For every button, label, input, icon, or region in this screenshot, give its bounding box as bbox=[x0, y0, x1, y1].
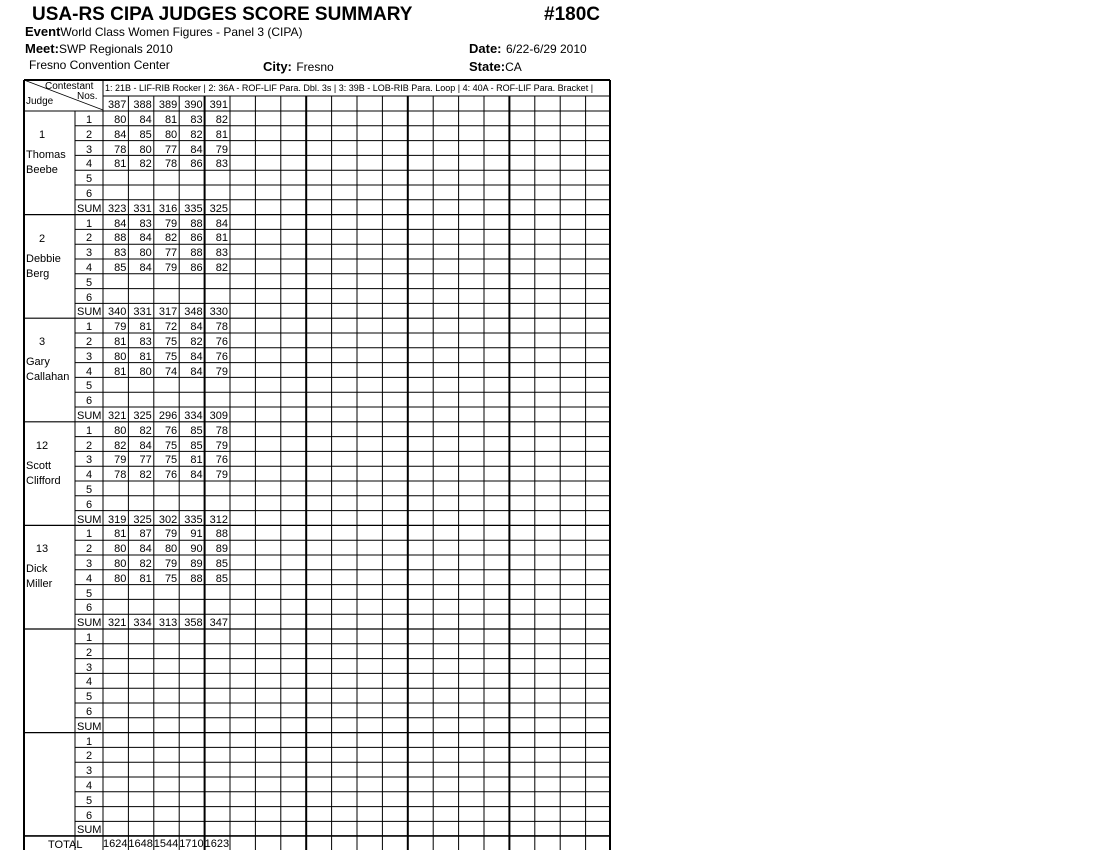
sum-label: SUM bbox=[77, 617, 102, 630]
sum-cell: 321 bbox=[108, 617, 127, 630]
judge-number: 2 bbox=[38, 232, 46, 245]
score-cell: 79 bbox=[215, 439, 228, 452]
contestant-number: 388 bbox=[133, 99, 152, 111]
date-label: Date: bbox=[469, 41, 502, 56]
contestant-number: 391 bbox=[209, 99, 228, 111]
figure-row-label: 2 bbox=[86, 336, 93, 348]
sum-cell: 321 bbox=[108, 410, 127, 422]
total-cell: 1623 bbox=[204, 838, 230, 850]
sum-cell: 323 bbox=[108, 202, 127, 215]
figure-row-label: 4 bbox=[86, 365, 93, 378]
score-cell: 82 bbox=[139, 424, 152, 437]
score-cell: 83 bbox=[114, 247, 127, 260]
score-cell: 84 bbox=[139, 439, 152, 452]
score-cell: 81 bbox=[139, 350, 152, 363]
sum-cell: 313 bbox=[158, 617, 178, 630]
judge-number: 13 bbox=[35, 543, 49, 556]
figure-row-label: 3 bbox=[86, 558, 93, 570]
figure-row-label: 2 bbox=[86, 128, 93, 141]
sum-cell: 335 bbox=[184, 202, 203, 215]
figure-row-label: 3 bbox=[86, 247, 93, 260]
score-cell: 83 bbox=[139, 336, 152, 348]
score-cell: 88 bbox=[190, 217, 203, 230]
score-cell: 80 bbox=[139, 365, 152, 378]
sum-cell: 312 bbox=[209, 513, 228, 526]
total-cell: 1624 bbox=[103, 838, 128, 850]
figure-row-label: 2 bbox=[86, 646, 93, 659]
score-cell: 78 bbox=[215, 424, 228, 437]
judge-name: Debbie bbox=[26, 252, 61, 265]
meet-value: SWP Regionals 2010 bbox=[58, 42, 173, 56]
sum-cell: 325 bbox=[133, 410, 152, 422]
judge-name: Scott bbox=[26, 459, 52, 472]
total-cell: 1544 bbox=[153, 838, 179, 850]
score-cell: 76 bbox=[164, 469, 178, 482]
score-cell: 82 bbox=[164, 232, 178, 245]
score-cell: 82 bbox=[139, 558, 152, 570]
judge-name: Callahan bbox=[26, 371, 70, 384]
figure-row-label: 2 bbox=[86, 232, 93, 245]
score-cell: 84 bbox=[139, 543, 152, 556]
score-cell: 89 bbox=[190, 558, 203, 570]
score-cell: 84 bbox=[114, 128, 127, 141]
score-cell: 82 bbox=[215, 262, 228, 274]
judge-name: Thomas bbox=[26, 149, 66, 161]
figure-row-label: 1 bbox=[86, 528, 93, 541]
score-cell: 81 bbox=[114, 365, 127, 378]
score-cell: 79 bbox=[215, 143, 228, 156]
sum-cell: 331 bbox=[133, 202, 152, 215]
judge-name: Clifford bbox=[26, 474, 61, 487]
score-cell: 85 bbox=[190, 424, 203, 437]
score-cell: 89 bbox=[215, 543, 228, 556]
score-cell: 81 bbox=[215, 232, 228, 245]
judge-number: 12 bbox=[35, 439, 49, 452]
score-cell: 81 bbox=[215, 128, 228, 141]
figure-row-label: 1 bbox=[86, 424, 93, 437]
figure-row-label: 1 bbox=[86, 321, 93, 334]
sum-cell: 325 bbox=[133, 513, 152, 526]
score-cell: 83 bbox=[139, 217, 152, 230]
figure-row-label: 6 bbox=[86, 395, 93, 408]
score-cell: 76 bbox=[164, 424, 178, 437]
score-cell: 83 bbox=[215, 158, 228, 171]
figure-row-label: 5 bbox=[86, 484, 93, 496]
score-cell: 91 bbox=[190, 528, 203, 541]
score-cell: 86 bbox=[190, 158, 203, 171]
judge-name: Dick bbox=[26, 563, 48, 576]
figure-row-label: 5 bbox=[86, 587, 93, 600]
score-cell: 88 bbox=[215, 528, 228, 541]
sum-label: SUM bbox=[77, 824, 102, 837]
form-number: #180C bbox=[544, 4, 600, 25]
figure-row-label: 6 bbox=[86, 498, 93, 511]
score-cell: 80 bbox=[114, 558, 127, 570]
venue-value: Fresno Convention Center bbox=[29, 58, 170, 72]
figure-row-label: 5 bbox=[86, 794, 93, 807]
score-cell: 84 bbox=[190, 365, 203, 378]
score-cell: 76 bbox=[215, 336, 228, 348]
sum-cell: 302 bbox=[158, 513, 178, 526]
judge-name: Miller bbox=[26, 578, 53, 591]
contestant-label: Contestant bbox=[45, 81, 94, 92]
score-cell: 78 bbox=[114, 469, 127, 482]
total-cell: 1648 bbox=[128, 838, 153, 850]
score-cell: 81 bbox=[139, 572, 152, 585]
figures-legend: 1: 21B - LIF-RIB Rocker | 2: 36A - ROF-LIF Para. Dbl. 3s | 3: 39B - LOB-RIB Para. Loop | 4: 40A - ROF-LIF Para. Bracket | bbox=[105, 83, 594, 93]
score-cell: 85 bbox=[139, 128, 152, 141]
sum-cell: 330 bbox=[209, 306, 228, 319]
score-cell: 74 bbox=[164, 365, 178, 378]
score-cell: 78 bbox=[215, 321, 228, 334]
score-cell: 84 bbox=[139, 114, 152, 126]
event-label: Event bbox=[25, 24, 61, 39]
figure-row-label: 4 bbox=[86, 469, 93, 482]
figure-row-label: 3 bbox=[86, 350, 93, 363]
score-cell: 80 bbox=[139, 247, 152, 260]
sum-label: SUM bbox=[77, 720, 102, 733]
figure-row-label: 3 bbox=[86, 143, 93, 156]
judge-name: Berg bbox=[26, 267, 50, 280]
score-cell: 79 bbox=[215, 365, 228, 378]
figure-row-label: 2 bbox=[86, 750, 93, 763]
score-cell: 80 bbox=[114, 424, 127, 437]
figure-row-label: 3 bbox=[86, 661, 93, 674]
sum-cell: 316 bbox=[158, 202, 178, 215]
state-label: State: bbox=[469, 59, 506, 74]
score-cell: 82 bbox=[190, 336, 203, 348]
figure-row-label: 4 bbox=[86, 676, 93, 689]
score-cell: 75 bbox=[164, 572, 178, 585]
contestant-number: 389 bbox=[158, 99, 178, 111]
sum-cell: 317 bbox=[158, 306, 178, 319]
judge-name: Gary bbox=[26, 356, 50, 369]
total-label: TOTAL bbox=[48, 839, 83, 851]
score-cell: 88 bbox=[190, 572, 203, 585]
score-cell: 80 bbox=[114, 543, 127, 556]
score-cell: 86 bbox=[190, 232, 203, 245]
figure-row-label: 5 bbox=[86, 691, 93, 704]
sum-cell: 358 bbox=[184, 617, 203, 630]
score-cell: 78 bbox=[114, 143, 127, 156]
figure-row-label: 4 bbox=[86, 158, 93, 171]
score-cell: 85 bbox=[190, 439, 203, 452]
score-cell: 81 bbox=[114, 336, 127, 348]
sum-cell: 325 bbox=[209, 202, 228, 215]
score-cell: 79 bbox=[215, 469, 228, 482]
score-cell: 79 bbox=[114, 454, 127, 467]
score-cell: 76 bbox=[215, 454, 228, 467]
figure-row-label: 5 bbox=[86, 173, 93, 186]
state-value: CA bbox=[505, 60, 522, 74]
contestant-number: 390 bbox=[184, 99, 203, 111]
nos-label: Nos. bbox=[77, 91, 98, 102]
score-cell: 77 bbox=[164, 143, 178, 156]
score-cell: 80 bbox=[114, 350, 127, 363]
score-cell: 80 bbox=[114, 114, 127, 126]
judge-number: 3 bbox=[38, 336, 46, 349]
score-cell: 84 bbox=[190, 143, 203, 156]
sum-cell: 340 bbox=[108, 306, 127, 319]
sum-label: SUM bbox=[77, 513, 102, 526]
score-cell: 87 bbox=[139, 528, 152, 541]
sum-cell: 348 bbox=[184, 306, 203, 319]
meet-label: Meet: bbox=[25, 41, 59, 56]
score-cell: 81 bbox=[114, 528, 127, 541]
score-cell: 83 bbox=[215, 247, 228, 260]
score-cell: 75 bbox=[164, 439, 178, 452]
score-cell: 78 bbox=[164, 158, 178, 171]
score-cell: 82 bbox=[114, 439, 127, 452]
figure-row-label: 6 bbox=[86, 809, 93, 822]
figure-row-label: 1 bbox=[86, 735, 93, 748]
figure-row-label: 1 bbox=[86, 217, 93, 230]
figure-row-label: 2 bbox=[86, 439, 93, 452]
score-cell: 84 bbox=[190, 469, 203, 482]
figure-row-label: 4 bbox=[86, 262, 93, 274]
figure-row-label: 3 bbox=[86, 765, 93, 778]
figure-row-label: 1 bbox=[86, 114, 93, 126]
score-cell: 84 bbox=[139, 262, 152, 274]
score-cell: 84 bbox=[114, 217, 127, 230]
score-cell: 75 bbox=[164, 350, 178, 363]
score-cell: 80 bbox=[164, 543, 178, 556]
judge-name: Beebe bbox=[26, 164, 58, 176]
city-label: City: bbox=[263, 59, 292, 74]
sum-label: SUM bbox=[77, 306, 102, 319]
score-cell: 84 bbox=[190, 350, 203, 363]
score-cell: 79 bbox=[164, 217, 178, 230]
score-cell: 90 bbox=[190, 543, 203, 556]
score-cell: 81 bbox=[164, 114, 178, 126]
figure-row-label: 6 bbox=[86, 602, 93, 615]
judge-column-label: Judge bbox=[26, 96, 54, 107]
score-cell: 81 bbox=[139, 321, 152, 334]
sum-cell: 347 bbox=[209, 617, 228, 630]
score-cell: 81 bbox=[114, 158, 127, 171]
figure-row-label: 6 bbox=[86, 706, 93, 718]
score-cell: 79 bbox=[114, 321, 127, 334]
score-cell: 85 bbox=[215, 558, 228, 570]
score-cell: 88 bbox=[114, 232, 127, 245]
score-cell: 84 bbox=[215, 217, 228, 230]
total-cell: 1710 bbox=[179, 838, 204, 850]
sum-cell: 309 bbox=[209, 410, 228, 422]
figure-row-label: 3 bbox=[86, 454, 93, 467]
score-cell: 88 bbox=[190, 247, 203, 260]
score-cell: 82 bbox=[215, 114, 228, 126]
score-cell: 77 bbox=[139, 454, 152, 467]
score-cell: 75 bbox=[164, 454, 178, 467]
score-cell: 72 bbox=[164, 321, 178, 334]
sum-label: SUM bbox=[77, 410, 102, 422]
figure-row-label: 4 bbox=[86, 780, 93, 792]
figure-row-label: 6 bbox=[86, 188, 93, 200]
score-cell: 85 bbox=[215, 572, 228, 585]
score-cell: 81 bbox=[190, 454, 203, 467]
sum-cell: 331 bbox=[133, 306, 152, 319]
figure-row-label: 2 bbox=[86, 543, 93, 556]
figure-row-label: 6 bbox=[86, 291, 93, 304]
figure-row-label: 4 bbox=[86, 572, 93, 585]
page-title: USA-RS CIPA JUDGES SCORE SUMMARY bbox=[32, 4, 413, 25]
city-value: Fresno bbox=[296, 60, 334, 74]
score-cell: 82 bbox=[190, 128, 203, 141]
score-cell: 85 bbox=[114, 262, 127, 274]
score-cell: 76 bbox=[215, 350, 228, 363]
score-cell: 75 bbox=[164, 336, 178, 348]
figure-row-label: 5 bbox=[86, 276, 93, 289]
judge-number: 1 bbox=[38, 129, 46, 141]
score-cell: 77 bbox=[164, 247, 178, 260]
event-value: World Class Women Figures - Panel 3 (CIPA) bbox=[60, 25, 303, 39]
sum-label: SUM bbox=[77, 202, 102, 215]
score-cell: 80 bbox=[139, 143, 152, 156]
contestant-number: 387 bbox=[108, 99, 127, 111]
score-cell: 79 bbox=[164, 558, 178, 570]
score-cell: 80 bbox=[164, 128, 178, 141]
figure-row-label: 5 bbox=[86, 380, 93, 393]
score-cell: 79 bbox=[164, 528, 178, 541]
score-cell: 82 bbox=[139, 158, 152, 171]
score-cell: 86 bbox=[190, 262, 203, 274]
sum-cell: 334 bbox=[133, 617, 152, 630]
score-cell: 82 bbox=[139, 469, 152, 482]
score-cell: 80 bbox=[114, 572, 127, 585]
score-cell: 84 bbox=[139, 232, 152, 245]
sum-cell: 296 bbox=[158, 410, 178, 422]
score-cell: 84 bbox=[190, 321, 203, 334]
sum-cell: 319 bbox=[108, 513, 127, 526]
score-cell: 83 bbox=[190, 114, 203, 126]
sum-cell: 334 bbox=[184, 410, 203, 422]
sum-cell: 335 bbox=[184, 513, 203, 526]
date-value: 6/22-6/29 2010 bbox=[505, 42, 587, 56]
figure-row-label: 1 bbox=[86, 632, 93, 644]
score-cell: 79 bbox=[164, 262, 178, 274]
